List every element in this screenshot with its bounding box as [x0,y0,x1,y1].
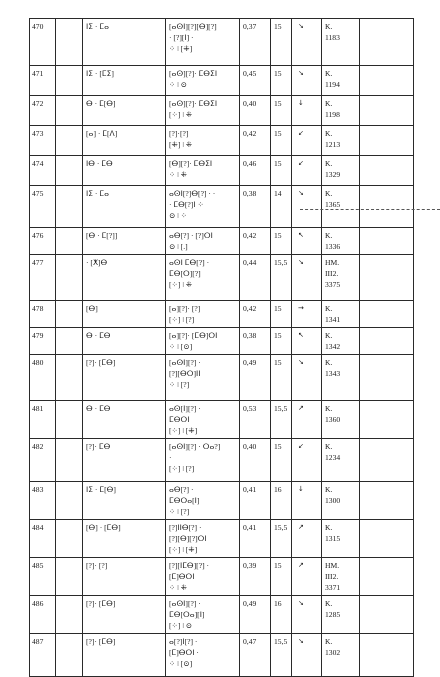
source-line: K. [325,231,333,240]
inscription-line: [?][ⴱ][?]ⵔⵏ [169,534,207,543]
measure-value: 0,40 [240,96,271,126]
inscription-short: [?]· [ⵎⴱ] [83,596,166,634]
blank-cell [56,596,83,634]
source-line: 1198 [325,110,340,119]
entry-number: 486 [30,596,56,634]
direction-arrow: ↙ [292,126,322,156]
source-reference [322,66,360,96]
inscription-short: ⵏⴱ · ⵎⴱ [83,156,166,186]
entry-number: 485 [30,558,56,596]
inscription-short: [?]· ⵎⴱ [83,439,166,482]
source-line: 1360 [325,415,341,424]
table-row [30,66,414,96]
inscription-line: ⁘ ǀ ⁜ [169,583,188,592]
measure-height: 15,5 [271,255,292,301]
source-line: 1315 [325,534,341,543]
direction-arrow: ↘ [292,186,322,228]
inscription-short: ⵏⵉ · ⵎⴰ [83,186,166,228]
inscription-line: ⵎⴱⵔⵏ [169,415,190,424]
inscription-text [166,558,240,596]
inscription-line: ⴰⴱ[?] · [169,485,194,494]
inscription-line: ⵎⴱ[ⵔⴰ][ⵏ] [169,610,205,619]
inscription-short: ⴱ · ⵎⴱ [83,401,166,439]
inscription-text [166,228,240,255]
blank-cell [56,96,83,126]
entry-number: 473 [30,126,56,156]
blank-cell [56,401,83,439]
blank-cell [56,228,83,255]
measure-value: 0,49 [240,355,271,401]
blank-cell [360,156,414,186]
source-reference [322,228,360,255]
direction-arrow: ↖ [292,328,322,355]
measure-value: 0,37 [240,19,271,66]
inscription-line: [ⴰⵙ][?]· ⵎⴱⵉⵏ [169,99,218,108]
entry-number: 483 [30,482,56,520]
inscription-text [166,186,240,228]
entry-number: 470 [30,19,56,66]
source-reference [322,186,360,228]
source-line: K. [325,99,333,108]
direction-arrow: ↘ [292,66,322,96]
inscription-text [166,126,240,156]
table-row [30,255,414,301]
blank-cell [56,156,83,186]
inscription-line: ⁘ ǀ [⊙] [169,342,193,351]
measure-value: 0,44 [240,255,271,301]
measure-height: 15,5 [271,520,292,558]
measure-height: 15 [271,328,292,355]
inscription-text [166,596,240,634]
inscription-line: ⁘ ǀ [?] [169,507,190,516]
inscription-line: ⁘ ǀ [?] [169,380,190,389]
inscription-text [166,66,240,96]
measure-height: 15,5 [271,401,292,439]
inscription-line: [⁜] ǀ ⁜ [169,140,193,149]
source-reference [322,558,360,596]
blank-cell [360,301,414,328]
blank-cell [360,66,414,96]
entry-number: 479 [30,328,56,355]
inscription-short: [ⴰ] · ⵎ[ⴷ] [83,126,166,156]
blank-cell [56,301,83,328]
inscription-short: [?]· [?] [83,558,166,596]
direction-arrow: ↘ [292,19,322,66]
inscription-line: [ⴰ][?]· [?] [169,304,201,313]
direction-arrow: ↓ [292,96,322,126]
inscription-line: ⴰⵙⵏ[?]ⴱ[?] · · [169,189,216,198]
blank-cell [360,255,414,301]
source-reference [322,596,360,634]
entry-number: 478 [30,301,56,328]
blank-cell [360,401,414,439]
source-reference [322,482,360,520]
blank-cell [360,482,414,520]
inscription-line: [ⵎ]ⴱⵔⵏ · [169,648,199,657]
source-line: 1341 [325,315,341,324]
inscription-line: [?]·[?] [169,129,189,138]
source-reference [322,255,360,301]
source-line: K. [325,129,333,138]
direction-arrow: ↘ [292,355,322,401]
blank-cell [56,634,83,677]
measure-value: 0,38 [240,328,271,355]
inscription-line: ⵎⴱⵔⴰ[ⵏ] [169,496,200,505]
inscription-line: [?][ⴱⵔ]ⵏⵏ [169,369,201,378]
source-line: K. [325,358,333,367]
inscription-line: [ⴰⵙⵏ][?] · ⵔⴰ?] [169,442,221,451]
blank-cell [360,19,414,66]
inscription-line: [?][ⵏⵎⴱ][?] · [169,561,210,570]
source-reference [322,301,360,328]
inscription-short: [?]· [ⵎⴱ] [83,355,166,401]
table-row [30,520,414,558]
catalogue-table [29,18,414,677]
source-line: 1300 [325,496,341,505]
inscription-line: ⴰⵙ[ⵏ][?] · [169,404,201,413]
measure-value: 0,40 [240,439,271,482]
measure-value: 0,47 [240,634,271,677]
table-row [30,156,414,186]
table-row [30,634,414,677]
inscription-line: [ⴰⵙⵏ][?][ⴱ][?] [169,22,217,31]
blank-cell [360,634,414,677]
source-line: K. [325,69,333,78]
source-line: 3371 [325,583,341,592]
direction-arrow: ↖ [292,228,322,255]
blank-cell [56,126,83,156]
source-line: 1183 [325,33,340,42]
table-row [30,126,414,156]
source-line: HM. [325,258,340,267]
blank-cell [56,328,83,355]
table-row [30,558,414,596]
source-line: 1342 [325,342,341,351]
measure-height: 15,5 [271,634,292,677]
blank-cell [56,355,83,401]
blank-cell [360,596,414,634]
table-row [30,301,414,328]
source-line: 1302 [325,648,341,657]
inscription-line: [ⴱ][?]· ⵎⴱⵉⵏ [169,159,213,168]
inscription-line: ⁘ ǀ [⊙] [169,659,193,668]
measure-height: 15 [271,156,292,186]
inscription-line: ⴰⴱ[?] · [?]ⵔⵏ [169,231,213,240]
source-line: K. [325,189,333,198]
inscription-line: ⁘ ǀ [⁜] [169,44,193,53]
source-line: III2. [325,269,339,278]
table-row [30,355,414,401]
source-line: K. [325,523,333,532]
inscription-text [166,401,240,439]
entry-number: 474 [30,156,56,186]
entry-number: 477 [30,255,56,301]
measure-height: 15 [271,19,292,66]
direction-arrow: ↘ [292,255,322,301]
inscription-line: · ⵎⴱ[?]ⵏ ⁘ [169,200,204,209]
inscription-short: ⵏⵉ · ⵎⴰ [83,19,166,66]
measure-height: 16 [271,482,292,520]
entry-number: 484 [30,520,56,558]
source-reference [322,355,360,401]
source-line: 1336 [325,242,341,251]
inscription-short: ⵏⵉ · [ⵎⵉ] [83,66,166,96]
inscription-line: ⁘ ǀ ⊙ [169,80,188,89]
source-reference [322,19,360,66]
inscription-text [166,156,240,186]
blank-cell [360,558,414,596]
inscription-line: [?]ⵏⵏⴱ[?] · [169,523,202,532]
inscription-text [166,255,240,301]
inscription-line: ⁘ ǀ ⁜ [169,170,188,179]
inscription-line: [⁘] ǀ ⊙ [169,621,193,630]
source-line: 1343 [325,369,341,378]
inscription-text [166,96,240,126]
table-row [30,19,414,66]
direction-arrow: ↙ [292,439,322,482]
table-row [30,186,414,228]
source-reference [322,401,360,439]
direction-arrow: ↗ [292,558,322,596]
measure-value: 0,42 [240,228,271,255]
source-line: 3375 [325,280,341,289]
inscription-short: ⴱ · ⵎ[ⴱ] [83,96,166,126]
source-line: K. [325,637,333,646]
table-row [30,96,414,126]
inscription-line: ⵎⴱ[ⵔ][?] [169,269,201,278]
inscription-line: ⊙ ǀ [.] [169,242,188,251]
blank-cell [56,66,83,96]
blank-cell [360,228,414,255]
table-row [30,596,414,634]
direction-arrow: ↙ [292,156,322,186]
inscription-text [166,520,240,558]
measure-value: 0,42 [240,301,271,328]
inscription-line: ⊙ ǀ ⁘ [169,211,188,220]
inscription-short: [ⴱ] [83,301,166,328]
catalogue-page [29,18,413,677]
inscription-short: [?]· [ⵎⴱ] [83,634,166,677]
source-line: III2. [325,572,339,581]
measure-height: 15 [271,439,292,482]
inscription-line: [⁘] ǀ [?] [169,464,195,473]
blank-cell [360,520,414,558]
direction-arrow: ↗ [292,520,322,558]
direction-arrow: ↘ [292,596,322,634]
inscription-text [166,19,240,66]
inscription-text [166,439,240,482]
entry-number: 472 [30,96,56,126]
inscription-text [166,328,240,355]
source-line: K. [325,159,333,168]
inscription-short: [ⴱ · ⵎ[?]] [83,228,166,255]
measure-height: 15 [271,228,292,255]
measure-height: 15 [271,66,292,96]
entry-number: 482 [30,439,56,482]
table-row [30,439,414,482]
source-line: 1194 [325,80,340,89]
inscription-line: [⁘] ǀ ⁜ [169,280,193,289]
table-row [30,328,414,355]
blank-cell [360,439,414,482]
inscription-line: [ⵎ]ⴱⵔⵏ [169,572,195,581]
source-line: K. [325,304,333,313]
measure-value: 0,42 [240,126,271,156]
blank-cell [360,355,414,401]
inscription-text [166,482,240,520]
source-line: K. [325,599,333,608]
inscription-line: [⁘] ǀ [⁜] [169,426,198,435]
inscription-line: ⴰⵙⵏ ⵎⴱ[?] · [169,258,210,267]
source-line: HM. [325,561,340,570]
blank-cell [56,439,83,482]
blank-cell [360,328,414,355]
source-reference [322,156,360,186]
inscription-line: [ⴰⵙⵏ][?] · [169,358,201,367]
entry-number: 475 [30,186,56,228]
measure-height: 16 [271,596,292,634]
inscription-short: · [ⵅ]ⴱ [83,255,166,301]
table-row [30,228,414,255]
measure-height: 15 [271,96,292,126]
source-line: 1329 [325,170,341,179]
entry-number: 471 [30,66,56,96]
source-line: K. [325,442,333,451]
blank-cell [56,255,83,301]
source-reference [322,328,360,355]
inscription-text [166,301,240,328]
direction-arrow: ↓ [292,482,322,520]
measure-value: 0,45 [240,66,271,96]
source-line: 1285 [325,610,341,619]
entry-number: 481 [30,401,56,439]
catalogue-rows [30,19,414,677]
inscription-short: ⴱ · ⵎⴱ [83,328,166,355]
measure-value: 0,49 [240,596,271,634]
entry-number: 476 [30,228,56,255]
source-reference [322,634,360,677]
measure-value: 0,39 [240,558,271,596]
measure-height: 15 [271,355,292,401]
scan-artifact-line [300,209,440,210]
direction-arrow: ↘ [292,634,322,677]
source-line: 1213 [325,140,341,149]
blank-cell [360,126,414,156]
blank-cell [56,186,83,228]
source-reference [322,96,360,126]
inscription-line: [ⴰⵙ][?]· ⵎⴱⵉⵏ [169,69,218,78]
inscription-text [166,634,240,677]
source-line: K. [325,331,333,340]
measure-height: 14 [271,186,292,228]
table-row [30,482,414,520]
entry-number: 480 [30,355,56,401]
direction-arrow: ↗ [292,401,322,439]
inscription-line: [⁘] ǀ ⁜ [169,110,193,119]
inscription-line: [ⴰⵙⵏ][?] · [169,599,201,608]
measure-height: 15 [271,126,292,156]
measure-value: 0,41 [240,520,271,558]
source-reference [322,126,360,156]
source-reference [322,439,360,482]
inscription-line: [ⴰ][?]· [ⵎⴱ]ⵔⵏ [169,331,218,340]
measure-value: 0,46 [240,156,271,186]
source-line: 1234 [325,453,341,462]
blank-cell [360,186,414,228]
source-reference [322,520,360,558]
measure-height: 15 [271,301,292,328]
blank-cell [56,19,83,66]
inscription-text [166,355,240,401]
inscription-line: [⁘] ǀ [⁜] [169,545,198,554]
blank-cell [360,96,414,126]
entry-number: 487 [30,634,56,677]
blank-cell [56,558,83,596]
source-line: K. [325,485,333,494]
table-row [30,401,414,439]
measure-value: 0,53 [240,401,271,439]
direction-arrow: → [292,301,322,328]
inscription-short: [ⴱ] · [ⵎⴱ] [83,520,166,558]
measure-height: 15 [271,558,292,596]
source-line: 1365 [325,200,341,209]
inscription-line: · [?][ⵏ] · [169,33,194,42]
inscription-line: · [169,453,172,462]
inscription-line: [⁘] ǀ [?] [169,315,195,324]
measure-value: 0,41 [240,482,271,520]
measure-value: 0,38 [240,186,271,228]
blank-cell [56,520,83,558]
inscription-short: ⵏⵉ · ⵎ[ⴱ] [83,482,166,520]
blank-cell [56,482,83,520]
inscription-line: ⴰ[?]ⵏ[?] · [169,637,198,646]
source-line: K. [325,404,333,413]
source-line: K. [325,22,333,31]
